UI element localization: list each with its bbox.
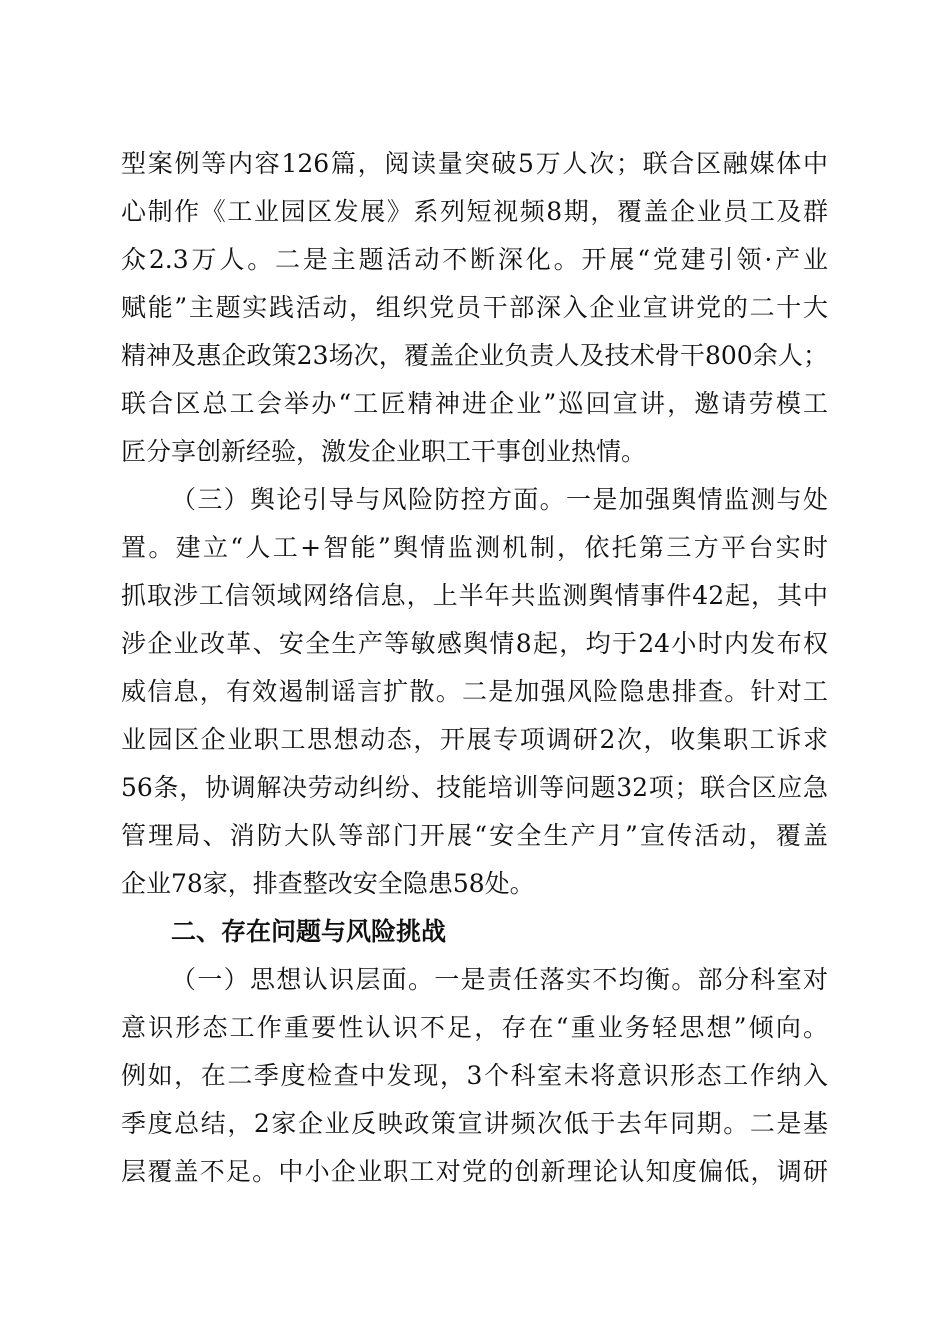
text-line: 精神及惠企政策23场次，覆盖企业负责人及技术骨干800余人； <box>121 341 828 370</box>
text-line: 众2.3万人。二是主题活动不断深化。开展“党建引领·产业 <box>121 245 828 274</box>
text-line: 企业78家，排查整改安全隐患58处。 <box>121 869 535 898</box>
text-line: 层覆盖不足。中小企业职工对党的创新理论认知度偏低，调研 <box>121 1157 828 1186</box>
section-heading-line: （一）思想认识层面。一是责任落实不均衡。部分科室对 <box>171 965 828 994</box>
text-line: 涉企业改革、安全生产等敏感舆情8起，均于24小时内发布权 <box>121 629 828 658</box>
text-line: 56条，协调解决劳动纠纷、技能培训等问题32项；联合区应急 <box>121 773 828 802</box>
text-line: 威信息，有效遏制谣言扩散。二是加强风险隐患排查。针对工 <box>121 677 828 706</box>
text-line: 联合区总工会举办“工匠精神进企业”巡回宣讲，邀请劳模工 <box>121 389 828 418</box>
chapter-heading: 二、存在问题与风险挑战 <box>171 917 447 946</box>
text-line: 业园区企业职工思想动态，开展专项调研2次，收集职工诉求 <box>121 725 828 754</box>
text-line: 心制作《工业园区发展》系列短视频8期，覆盖企业员工及群 <box>121 197 828 226</box>
text-line: 季度总结，2家企业反映政策宣讲频次低于去年同期。二是基 <box>121 1109 828 1138</box>
text-line: 例如，在二季度检查中发现，3个科室未将意识形态工作纳入 <box>121 1061 828 1090</box>
text-line: 管理局、消防大队等部门开展“安全生产月”宣传活动，覆盖 <box>121 821 828 850</box>
section-heading-line: （三）舆论引导与风险防控方面。一是加强舆情监测与处 <box>171 485 828 514</box>
text-line: 匠分享创新经验，激发企业职工干事创业热情。 <box>121 437 647 466</box>
text-line: 置。建立“人工+智能”舆情监测机制，依托第三方平台实时 <box>121 533 828 562</box>
text-line: 意识形态工作重要性认识不足，存在“重业务轻思想”倾向。 <box>121 1013 828 1042</box>
text-line: 型案例等内容126篇，阅读量突破5万人次；联合区融媒体中 <box>121 149 828 178</box>
text-line: 抓取涉工信领域网络信息，上半年共监测舆情事件42起，其中 <box>121 581 828 610</box>
text-line: 赋能”主题实践活动，组织党员干部深入企业宣讲党的二十大 <box>121 293 828 322</box>
